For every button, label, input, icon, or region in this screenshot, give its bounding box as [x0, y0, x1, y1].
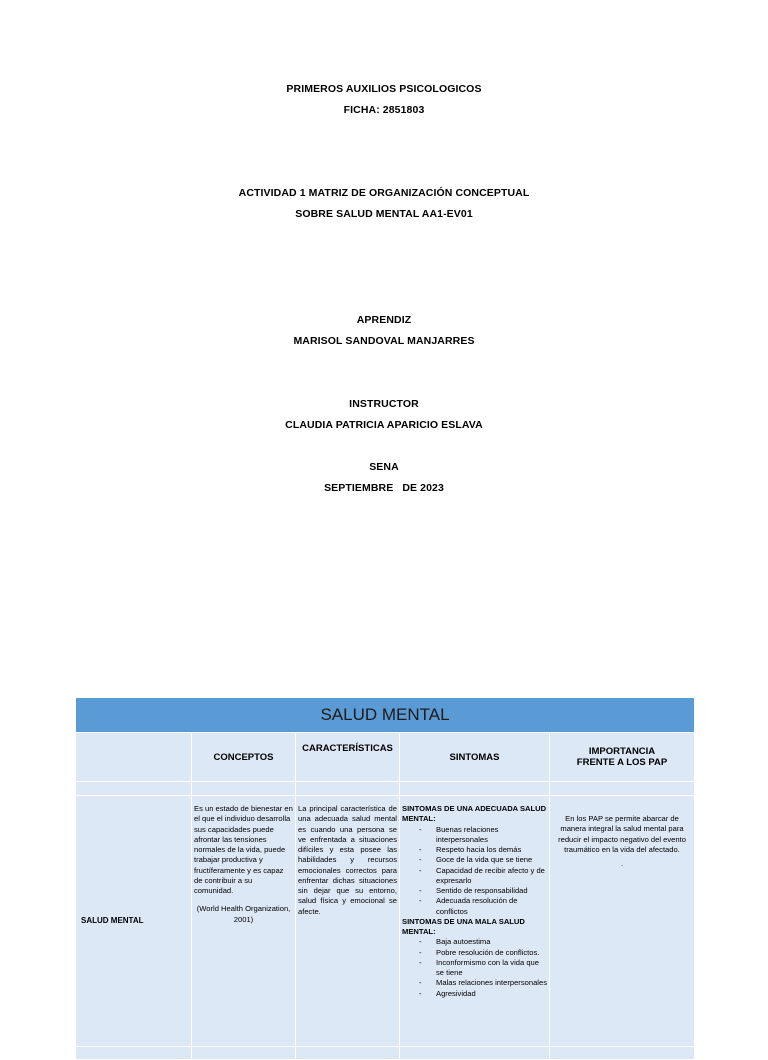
list-item: - Inconformismo con la vida que se tiene	[402, 958, 547, 979]
date: SEPTIEMBRE DE 2023	[324, 482, 444, 494]
next-row-partial	[76, 1047, 695, 1060]
apprentice-name: MARISOL SANDOVAL MANJARRES	[293, 335, 475, 347]
concept-matrix-table	[75, 697, 695, 1060]
header-importancia-line1: IMPORTANCIA	[588, 746, 656, 757]
characteristics-cell: La principal característica de una adecuada salud mental es cuando una persona se ve enfrentada a situaciones difíciles y esta posee las habilidades y recursos emocionales correctos para enfrentar dichas situaciones sin dejar que su entorno, salud física y emocional se afecte.	[296, 796, 400, 1047]
list-item: - Baja autoestima	[402, 937, 547, 947]
importance-text: En los PAP se permite abarcar de manera integral la salud mental para reducir el impacto negativo del evento traumático en la vida del afectado.	[558, 814, 686, 854]
activity-title-line1: ACTIVIDAD 1 MATRIZ DE ORGANIZACIÓN CONCEPTUAL	[238, 187, 530, 199]
header-empty	[76, 733, 192, 782]
bad-symptoms-heading: SINTOMAS DE UNA MALA SALUD MENTAL:	[402, 916, 525, 936]
row-label: SALUD MENTAL	[76, 796, 192, 1047]
list-item: - Agresividad	[402, 989, 547, 999]
header-caracteristicas: CARACTERÍSTICAS	[296, 733, 400, 782]
good-symptoms-heading: SINTOMAS DE UNA ADECUADA SALUD MENTAL:	[402, 804, 547, 824]
header-importancia	[550, 733, 695, 782]
list-item: - Goce de la vida que se tiene	[402, 855, 547, 865]
importance-dot: .	[620, 859, 624, 868]
list-item: - Buenas relaciones interpersonales	[402, 825, 547, 846]
blank-row	[76, 782, 695, 796]
instructor-name: CLAUDIA PATRICIA APARICIO ESLAVA	[285, 419, 483, 431]
activity-title-line2: SOBRE SALUD MENTAL AA1-EV01	[295, 208, 473, 220]
importance-cell	[550, 796, 695, 1047]
course-title: PRIMEROS AUXILIOS PSICOLOGICOS	[286, 83, 482, 95]
list-item: - Capacidad de recibir afecto y de expresarlo	[402, 866, 547, 887]
concept-cell	[192, 796, 296, 1047]
good-symptoms-list	[402, 825, 547, 917]
institution: SENA	[369, 461, 399, 473]
symptoms-cell	[400, 796, 550, 1047]
table-title: SALUD MENTAL	[76, 698, 695, 733]
instructor-label: INSTRUCTOR	[349, 398, 419, 410]
list-item: - Malas relaciones interpersonales	[402, 978, 547, 988]
header-sintomas: SINTOMAS	[400, 733, 550, 782]
list-item: - Pobre resolución de conflictos.	[402, 948, 547, 958]
list-item: - Respeto hacia los demás	[402, 845, 547, 855]
list-item: - Sentido de responsabilidad	[402, 886, 547, 896]
table-header-row	[76, 733, 695, 782]
header-conceptos: CONCEPTOS	[192, 733, 296, 782]
list-item: - Adecuada resolución de conflictos	[402, 896, 547, 917]
table-row	[76, 796, 695, 1047]
concept-citation: (World Health Organization, 2001)	[196, 904, 291, 924]
apprentice-label: APRENDIZ	[356, 314, 412, 326]
concept-text: Es un estado de bienestar en el que el individuo desarrolla sus capacidades puede afrontar las tensiones normales de la vida, puede trabajar productiva y fructíferamente y es capaz de contribuir a su comunidad.	[194, 804, 293, 895]
header-importancia-line2: FRENTE A LOS PAP	[576, 757, 668, 768]
bad-symptoms-list	[402, 937, 547, 999]
ficha-number: FICHA: 2851803	[343, 104, 425, 116]
